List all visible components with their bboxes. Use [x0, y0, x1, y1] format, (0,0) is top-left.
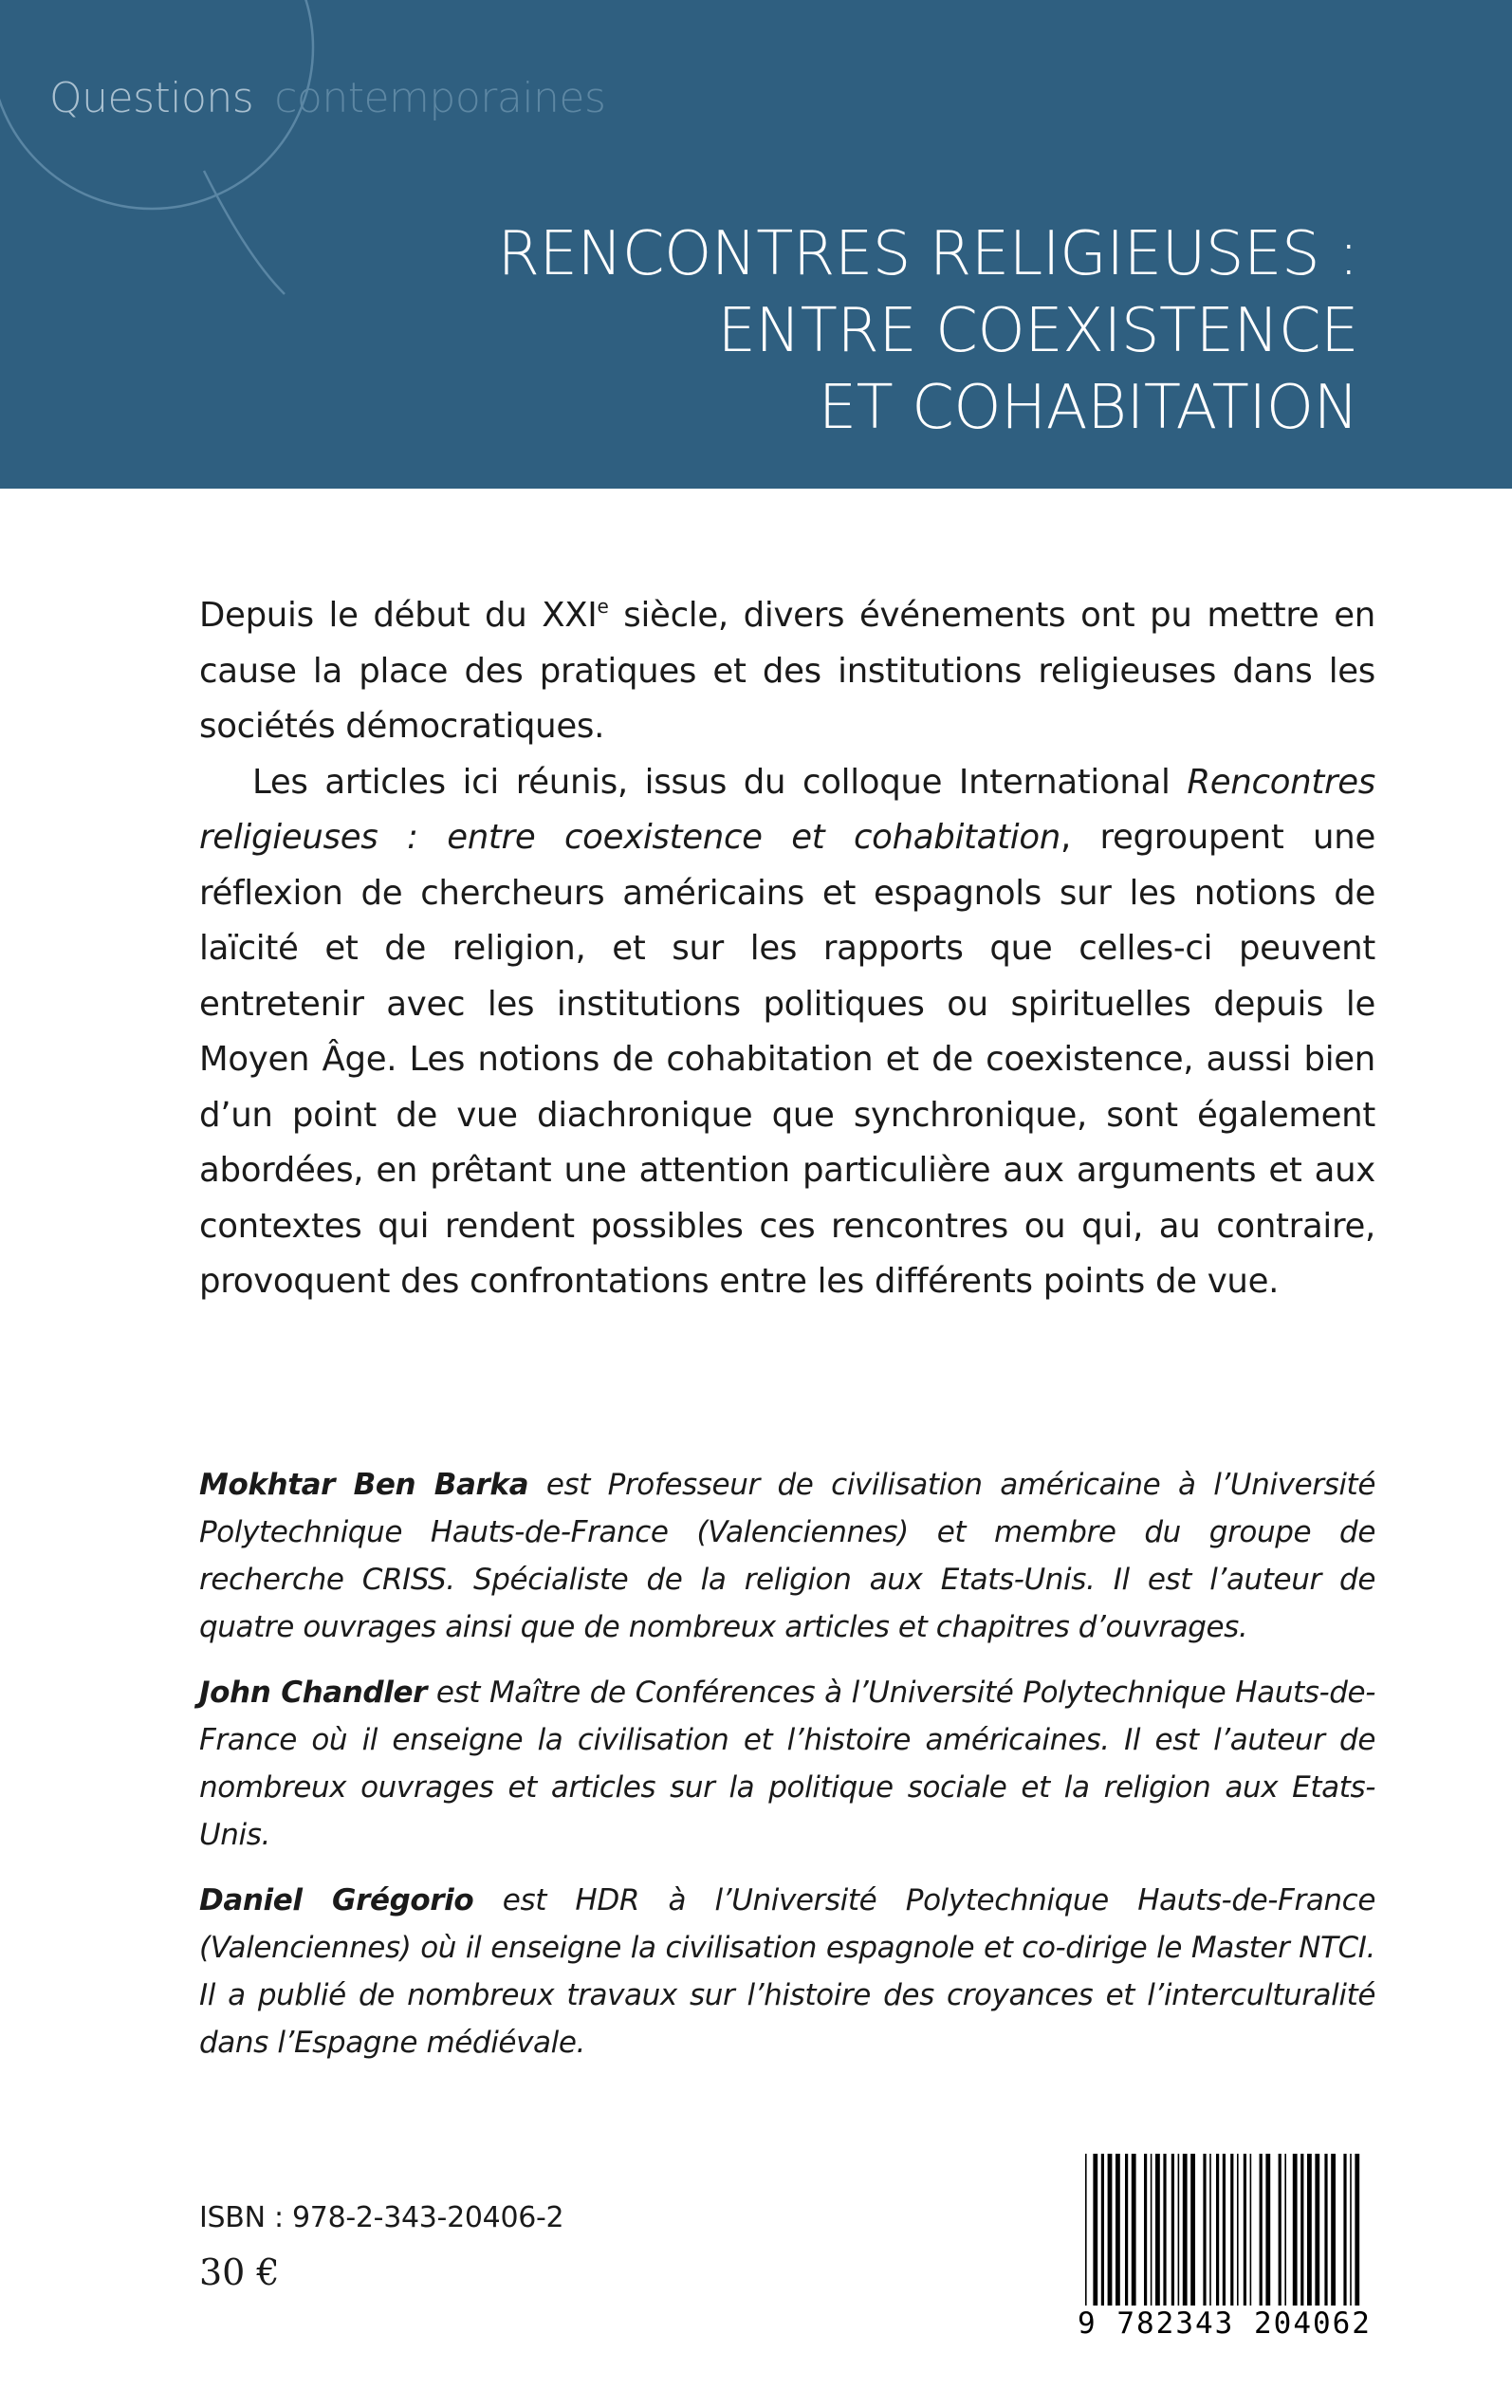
barcode-bar	[1183, 2154, 1188, 2306]
summary-block	[199, 588, 1375, 1310]
barcode-bar	[1355, 2154, 1359, 2306]
author-bio: Mokhtar Ben Barka est Professeur de civilisation américaine à l’Université Polytechnique Hauts-de-France (Valenciennes) et membre du groupe de recherche CRISS. Spécialiste de la religion aux Etats-Unis. Il est l’auteur de quatre ouvrages ainsi que de nombreux articles et chapitres d’ouvrages.	[199, 1468, 1375, 1644]
summary-paragraph-1: Depuis le début du XXIe siècle, divers événements ont pu mettre en cause la place des pratiques et des institutions religieuses dans les sociétés démocratiques.	[199, 595, 1375, 746]
barcode-bar	[1108, 2154, 1113, 2306]
barcode-bar	[1293, 2154, 1298, 2306]
series-name	[49, 74, 605, 122]
series-word-1: Questions	[49, 74, 254, 122]
barcode-bar	[1230, 2154, 1233, 2306]
title-line-3: ET COHABITATION	[818, 373, 1358, 443]
barcode-bar	[1093, 2154, 1097, 2306]
barcode-bar	[1350, 2154, 1352, 2306]
barcode-bar	[1300, 2154, 1303, 2306]
barcode-bar	[1237, 2154, 1239, 2306]
barcode-bar	[1216, 2154, 1219, 2306]
barcode-bar	[1260, 2154, 1263, 2306]
author-name: Mokhtar Ben Barka	[199, 1468, 529, 1502]
author-bios	[199, 1461, 1375, 2084]
barcode-bar	[1101, 2154, 1104, 2306]
series-word-2: contemporaines	[274, 74, 606, 122]
barcode-bar	[1203, 2154, 1206, 2306]
barcode-bar	[1223, 2154, 1226, 2306]
barcode-bar	[1284, 2154, 1286, 2306]
barcode-digits: 9 782343 204062	[1078, 2306, 1372, 2341]
barcode-bar	[1155, 2154, 1160, 2306]
barcode-bar	[1315, 2154, 1319, 2306]
barcode-bar	[1151, 2154, 1152, 2306]
title-line-1: RENCONTRES RELIGIEUSES :	[497, 219, 1358, 289]
price: 30 €	[199, 2251, 280, 2293]
barcode-bar	[1250, 2154, 1252, 2306]
author-name: Daniel Grégorio	[199, 1883, 474, 1917]
barcode-bar	[1116, 2154, 1120, 2306]
barcode-bar	[1125, 2154, 1128, 2306]
barcode-bar	[1265, 2154, 1270, 2306]
cover-header	[0, 0, 1512, 489]
barcode-bar	[1307, 2154, 1312, 2306]
barcode-bar	[1279, 2154, 1282, 2306]
barcode-bar	[1144, 2154, 1147, 2306]
title-line-2: ENTRE COEXISTENCE	[717, 296, 1358, 366]
barcode-bar	[1244, 2154, 1246, 2306]
barcode-bar	[1331, 2154, 1336, 2306]
author-bio: Daniel Grégorio est HDR à l’Université Polytechnique Hauts-de-France (Valenciennes) où il enseigne la civilisation espagnole et co-dirige le Master NTCI. Il a publié de nombreux travaux sur l’histoire des croyances et l’interculturalité dans l’Espagne médiévale.	[199, 1883, 1375, 2060]
barcode-bar	[1163, 2154, 1166, 2306]
barcode-bar	[1343, 2154, 1346, 2306]
barcode-bar	[1132, 2154, 1136, 2306]
author-bio: John Chandler est Maître de Conférences à l’Université Polytechnique Hauts-de-France où il enseigne la civilisation et l’histoire américaines. Il est l’auteur de nombreux ouvrages et articles sur la politique sociale et la religion aux Etats-Unis.	[199, 1676, 1375, 1852]
barcode-bar	[1171, 2154, 1174, 2306]
author-name: John Chandler	[199, 1676, 427, 1710]
series-q-logo-icon	[0, 0, 408, 304]
book-title	[498, 216, 1358, 447]
barcode-bar	[1085, 2154, 1087, 2306]
summary-paragraph-2: Les articles ici réunis, issus du colloque International Rencontres religieuses : entre coexistence et cohabitation, regroupent une réflexion de chercheurs américains et espagnols sur les notions de laïcité et de religion, et sur les rapports que celles-ci peuvent entretenir avec les institutions politiques ou spirituelles depuis le Moyen Âge. Les notions de cohabitation et de coexistence, aussi bien d’un point de vue diachronique que synchronique, sont également abordées, en prêtant une attention particulière aux arguments et aux contextes qui rendent possibles ces rencontres ou qui, au contraire, provoquent des confrontations entre les différents points de vue.	[199, 762, 1375, 1301]
barcode-icon	[1078, 2154, 1372, 2310]
barcode-bar	[1178, 2154, 1180, 2306]
isbn: ISBN : 978-2-343-20406-2	[199, 2201, 564, 2234]
barcode-bar	[1190, 2154, 1195, 2306]
barcode-bar	[1324, 2154, 1327, 2306]
barcode-bar	[1209, 2154, 1211, 2306]
